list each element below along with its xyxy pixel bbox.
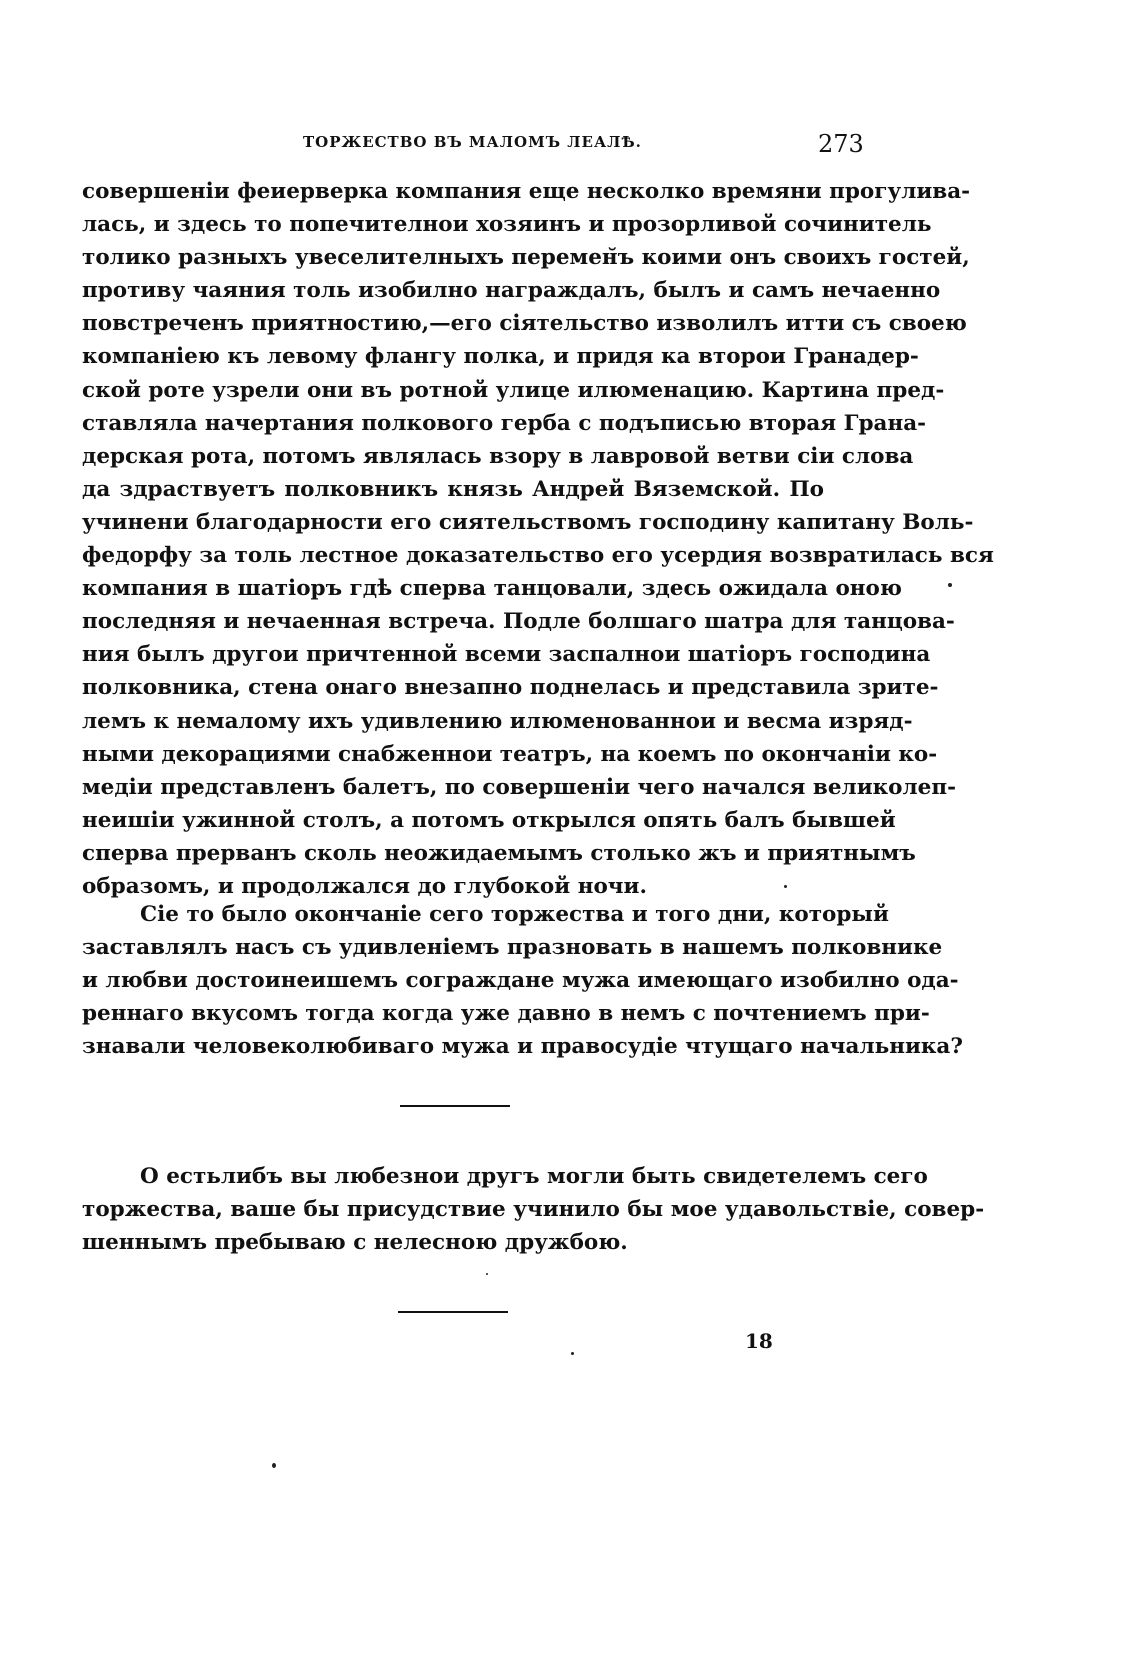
paragraph-continuation (82, 175, 994, 903)
section-divider (400, 1105, 510, 1107)
text-line: ния былъ другои причтенной всеми заспалнои шатіоръ господина (82, 642, 931, 668)
print-speck (272, 1463, 276, 1468)
text-line: О естьлибъ вы любезнои другъ могли быть свидетелемъ сего (140, 1164, 928, 1189)
text-line: компания в шатіоръ гдѣ сперва танцовали, здесь ожидала оною (82, 576, 902, 602)
text-line: знавали человеколюбиваго мужа и правосудіе чтущаго начальника? (82, 1034, 963, 1060)
signature-mark: 18 (745, 1329, 773, 1353)
text-line: реннаго вкусомъ тогда когда уже давно в немъ с почтениемъ при- (82, 1001, 930, 1027)
text-line: компаніею къ левому флангу полка, и придя ка второи Гранадер- (82, 344, 919, 370)
text-line: лемъ к немалому ихъ удивлению илюменованнои и весма изряд- (82, 708, 913, 734)
text-line: полковника, стена онаго внезапно поднелась и представила зрите- (82, 675, 939, 701)
paragraph-closing (82, 1160, 985, 1259)
text-line: учинени благодарности его сиятельствомъ господину капитану Воль- (82, 509, 974, 535)
section-divider (398, 1311, 508, 1313)
text-line: федорфу за толь лестное доказательство его усердия возвратилась вся (82, 543, 994, 569)
text-line: Сіе то было окончаніе сего торжества и того дни, который (140, 902, 889, 927)
text-line: торжества, ваше бы присудствие учинило бы мое удавольствіе, совер- (82, 1197, 985, 1223)
text-line: образомъ, и продолжался до глубокой ночи. (82, 873, 647, 899)
print-speck (784, 885, 787, 888)
print-speck (571, 1352, 574, 1355)
text-line: и любви достоинеишемъ сограждане мужа имеющаго изобилно ода- (82, 968, 959, 994)
text-line: противу чаяния толь изобилно награждалъ, былъ и самъ нечаенно (82, 278, 941, 304)
paragraph-conclusion (82, 898, 963, 1063)
text-line: ными декорациями снабженнои театръ, на коемъ по окончаніи ко- (82, 741, 938, 767)
text-line: толико разныхъ увеселителныхъ перемен̆ъ коими онъ своихъ гостей, (82, 245, 970, 271)
text-line: повстреченъ приятностию,—его сіятельство изволилъ итти съ своею (82, 311, 967, 337)
text-line: медіи представленъ балетъ, по совершеніи чего начался великолеп- (82, 774, 957, 800)
text-line: последняя и нечаенная встреча. Подле болшаго шатра для танцова- (82, 609, 955, 635)
text-line: ставляла начертания полкового герба с подъписью вторая Грана- (82, 410, 927, 436)
running-head-title: ТОРЖЕСТВО ВЪ МАЛОМЪ ЛЕАЛѢ. (303, 133, 642, 151)
text-line: неишіи ужинной столъ, а потомъ открылся опять балъ бывшей (82, 807, 896, 833)
text-line: дерская рота, потомъ являлась взору в лавровой ветви сіи слова (82, 443, 914, 469)
text-line: ской роте узрели они въ ротной улице илюменацию. Картина пред- (82, 377, 945, 403)
text-line: лась, и здесь то попечителнои хозяинъ и прозорливой сочинитель (82, 212, 932, 238)
text-line: заставлялъ насъ съ удивленіемъ празновать в нашемъ полковнике (82, 935, 943, 961)
print-speck (486, 1273, 488, 1275)
print-speck (948, 583, 952, 587)
text-line: да здраствуетъ полковникъ князь Андрей Вяземской. По (82, 476, 824, 502)
text-line: шеннымъ пребываю с нелесною дружбою. (82, 1230, 628, 1256)
page-number: 273 (818, 130, 864, 158)
text-line: совершеніи феиерверка компания еще несколко времяни прогулива- (82, 179, 971, 204)
text-line: сперва прерванъ сколь неожидаемымъ столько жъ и приятнымъ (82, 840, 916, 866)
